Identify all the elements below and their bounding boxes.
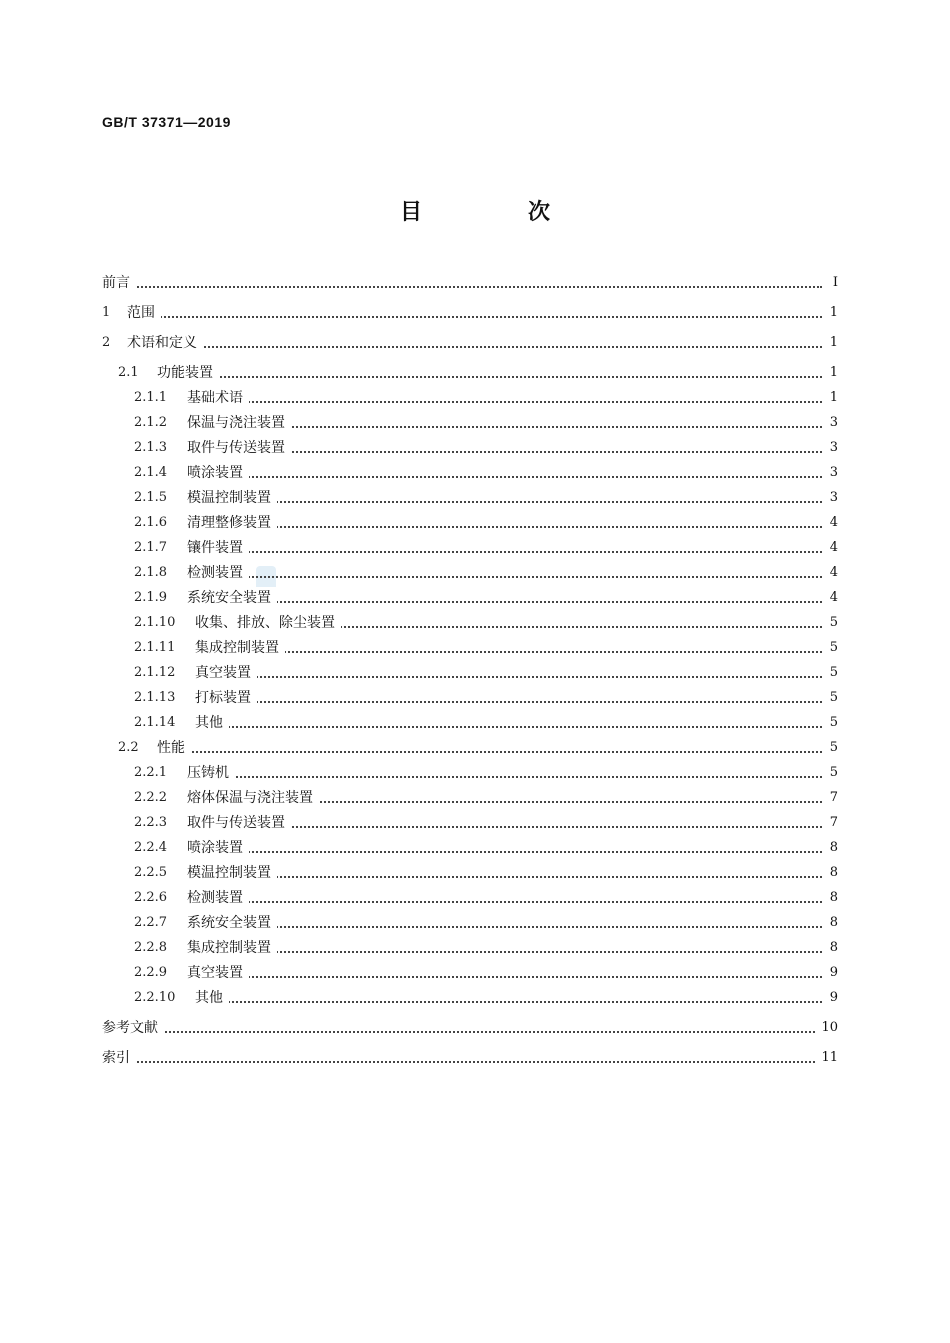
toc-entry-number: 2.1.6 [134,515,168,530]
toc-entry-number: 2.2.9 [134,965,168,980]
toc-leader-dots [195,1001,822,1003]
toc-entry[interactable] [0,332,950,354]
toc-leader-dots [157,376,822,378]
toc-entry-label: 镶件装置 [187,537,249,559]
toc-entry-number: 2.1 [118,365,139,380]
toc-entry[interactable] [0,412,950,434]
toc-entry[interactable] [0,437,950,459]
toc-entry-label: 前言 [102,272,136,294]
toc-entry-number: 2.2 [118,740,139,755]
toc-entry-page: 7 [826,787,838,809]
toc-leader-dots [187,876,822,878]
toc-entry[interactable] [0,687,950,709]
toc-entry[interactable] [0,662,950,684]
toc-entry[interactable] [0,612,950,634]
toc-leader-dots [187,901,822,903]
toc-entry-number: 2 [102,335,111,350]
toc-entry-label: 清理整修装置 [187,512,277,534]
toc-entry-page: 5 [826,612,838,634]
toc-leader-dots [195,701,822,703]
toc-entry-label: 取件与传送装置 [187,812,291,834]
toc-entry-label: 系统安全装置 [187,912,277,934]
toc-entry[interactable] [0,387,950,409]
toc-entry-page: 1 [826,302,838,324]
toc-leader-dots [187,976,822,978]
toc-entry-label: 其他 [195,712,229,734]
toc-entry-page: 5 [826,762,838,784]
toc-entry-number: 2.1.13 [134,690,176,705]
toc-entry-page: 1 [826,362,838,384]
toc-entry[interactable] [0,762,950,784]
toc-entry-number: 1 [102,305,111,320]
toc-leader-dots [127,346,822,348]
toc-entry-page: 8 [826,887,838,909]
toc-entry-page: 10 [817,1017,838,1039]
toc-entry-label: 检测装置 [187,562,249,584]
toc-entry-number: 2.1.8 [134,565,168,580]
toc-entry-page: 4 [826,587,838,609]
toc-entry-page: 1 [826,332,838,354]
toc-entry-label: 范围 [127,302,161,324]
toc-entry-page: 7 [826,812,838,834]
toc-entry[interactable] [0,887,950,909]
toc-entry[interactable] [0,712,950,734]
toc-leader-dots [127,316,822,318]
toc-entry-number: 2.1.7 [134,540,168,555]
toc-entry-page: 9 [826,962,838,984]
toc-entry-number: 2.2.5 [134,865,168,880]
toc-entry[interactable] [0,272,950,294]
toc-entry-number: 2.2.2 [134,790,168,805]
toc-entry-label: 喷涂装置 [187,837,249,859]
toc-leader-dots [187,776,822,778]
toc-entry-label: 其他 [195,987,229,1009]
toc-leader-dots [187,851,822,853]
toc-entry[interactable] [0,837,950,859]
toc-entry-page: 5 [826,712,838,734]
toc-entry[interactable] [0,962,950,984]
toc-entry-label: 性能 [157,737,191,759]
toc-entry-number: 2.2.7 [134,915,168,930]
toc-entry-page: 3 [826,437,838,459]
toc-leader-dots [187,926,822,928]
toc-leader-dots [157,751,822,753]
toc-entry[interactable] [0,1047,950,1069]
toc-entry-label: 集成控制装置 [195,637,285,659]
toc-leader-dots [187,501,822,503]
toc-entry-page: 3 [826,487,838,509]
standard-code: GB/T 37371—2019 [102,114,231,130]
toc-entry-number: 2.1.12 [134,665,176,680]
toc-entry[interactable] [0,462,950,484]
toc-entry-number: 2.2.6 [134,890,168,905]
toc-entry-label: 熔体保温与浇注装置 [187,787,319,809]
toc-entry-page: 5 [826,737,838,759]
toc-title: 目 次 [399,200,592,225]
toc-entry-label: 模温控制装置 [187,487,277,509]
toc-entry-page: 4 [826,562,838,584]
toc-entry[interactable] [0,812,950,834]
toc-entry[interactable] [0,787,950,809]
toc-entry-label: 喷涂装置 [187,462,249,484]
toc-entry-page: Ⅰ [829,272,838,294]
toc-entry-label: 真空装置 [195,662,257,684]
toc-entry[interactable] [0,587,950,609]
toc-leader-dots [187,551,822,553]
toc-entry-number: 2.2.3 [134,815,168,830]
toc-entry-page: 9 [826,987,838,1009]
toc-leader-dots [195,726,822,728]
toc-leader-dots [187,951,822,953]
toc-entry-page: 8 [826,837,838,859]
toc-entry-number: 2.1.2 [134,415,168,430]
toc-entry-number: 2.1.9 [134,590,168,605]
toc-leader-dots [195,676,822,678]
toc-entry[interactable] [0,362,950,384]
toc-entry-page: 4 [826,537,838,559]
toc-entry-page: 8 [826,862,838,884]
toc-entry[interactable] [0,737,950,759]
toc-entry-label: 保温与浇注装置 [187,412,291,434]
toc-entry-page: 5 [826,637,838,659]
toc-entry-label: 模温控制装置 [187,862,277,884]
toc-entry-number: 2.2.10 [134,990,176,1005]
toc-entry-number: 2.2.1 [134,765,168,780]
toc-entry-number: 2.1.4 [134,465,168,480]
toc-entry-label: 取件与传送装置 [187,437,291,459]
toc-entry[interactable] [0,562,950,584]
toc-entry-number: 2.1.14 [134,715,176,730]
toc-leader-dots [187,601,822,603]
toc-entry[interactable] [0,537,950,559]
toc-entry-page: 11 [817,1047,838,1069]
toc-leader-dots [187,526,822,528]
toc-leader-dots [102,1031,822,1033]
toc-entry-label: 收集、排放、除尘装置 [195,612,341,634]
toc-entry-page: 8 [826,912,838,934]
toc-entry-label: 检测装置 [187,887,249,909]
toc-entry-label: 参考文献 [102,1017,164,1039]
toc-entry-label: 术语和定义 [127,332,203,354]
toc-entry-number: 2.1.10 [134,615,176,630]
toc-entry-label: 基础术语 [187,387,249,409]
toc-entry[interactable] [0,912,950,934]
toc-entry-page: 4 [826,512,838,534]
toc-entry[interactable] [0,637,950,659]
toc-entry-label: 索引 [102,1047,136,1069]
toc-entry[interactable] [0,987,950,1009]
toc-entry-page: 8 [826,937,838,959]
toc-entry-label: 功能装置 [157,362,219,384]
toc-entry-page: 3 [826,462,838,484]
toc-entry-number: 2.2.4 [134,840,168,855]
toc-entry-label: 压铸机 [187,762,235,784]
toc-entry-number: 2.1.5 [134,490,168,505]
toc-entry-label: 系统安全装置 [187,587,277,609]
toc-entry-page: 5 [826,662,838,684]
toc-entry-number: 2.1.11 [134,640,176,655]
toc-leader-dots [195,651,822,653]
toc-entry[interactable] [0,512,950,534]
toc-entry-label: 集成控制装置 [187,937,277,959]
toc-entry-page: 5 [826,687,838,709]
toc-entry[interactable] [0,1017,950,1039]
toc-entry-number: 2.1.1 [134,390,168,405]
toc-entry-label: 打标装置 [195,687,257,709]
toc-leader-dots [102,1061,822,1063]
toc-entry-page: 1 [826,387,838,409]
toc-leader-dots [187,476,822,478]
toc-leader-dots [187,401,822,403]
toc-entry-number: 2.2.8 [134,940,168,955]
toc-leader-dots [102,286,822,288]
toc-entry[interactable] [0,302,950,324]
toc-entry-number: 2.1.3 [134,440,168,455]
toc-leader-dots [187,576,822,578]
toc-entry[interactable] [0,937,950,959]
toc-entry[interactable] [0,487,950,509]
toc-entry[interactable] [0,862,950,884]
toc-entry-label: 真空装置 [187,962,249,984]
toc-entry-page: 3 [826,412,838,434]
